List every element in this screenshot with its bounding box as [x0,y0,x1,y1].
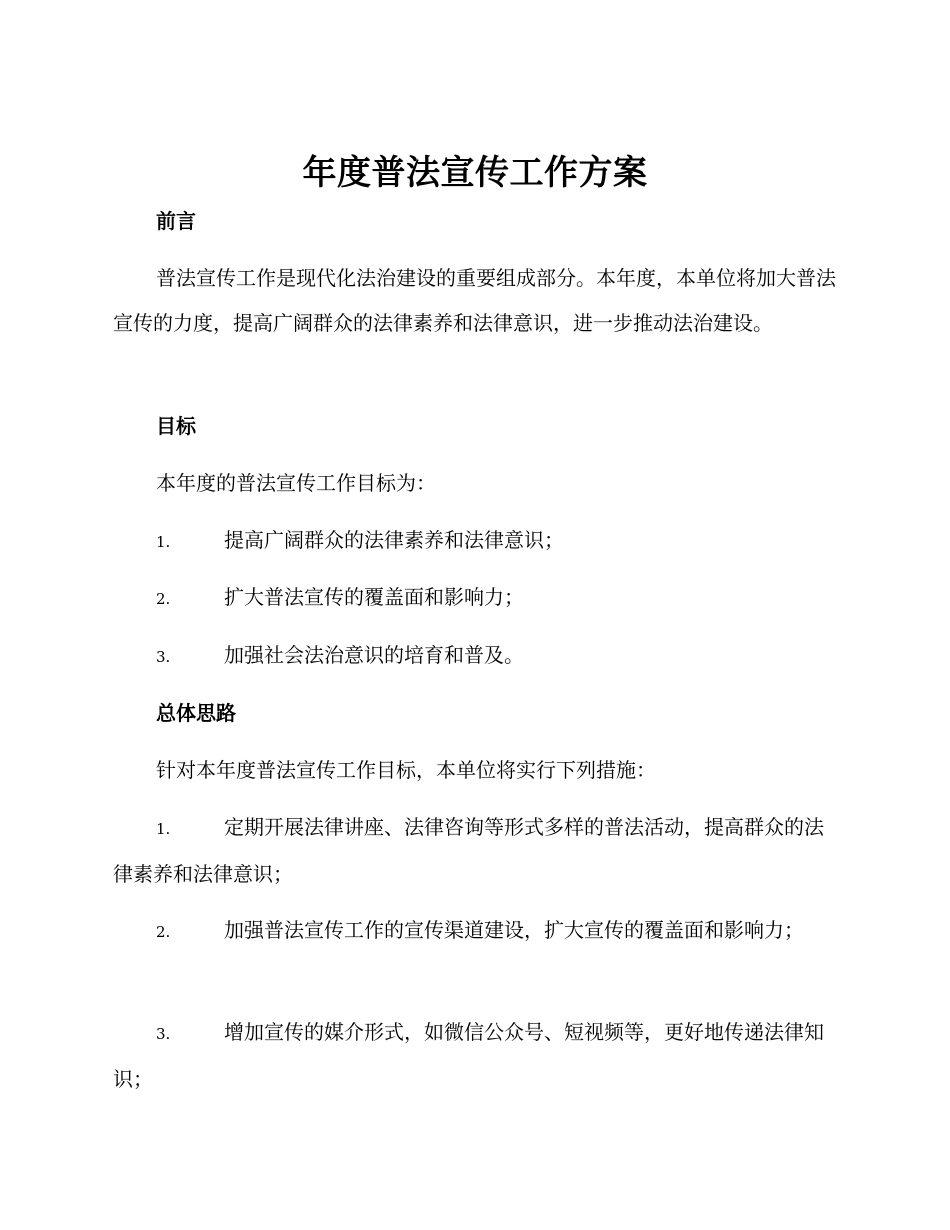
section-heading-goals: 目标 [156,414,196,438]
approach-intro: 针对本年度普法宣传工作目标，本单位将实行下列措施： [156,758,656,782]
section-heading-approach: 总体思路 [156,701,236,725]
goals-intro: 本年度的普法宣传工作目标为： [156,471,436,495]
list-number: 3. [156,648,171,666]
list-item-text: 提高广阔群众的法律素养和法律意识； [224,528,564,552]
goal-item [113,633,838,680]
section-heading-preface: 前言 [156,209,196,233]
goal-item [113,518,838,565]
list-item-text: 增加宣传的媒介形式，如微信公众号、短视频等，更好地传递法律知识； [113,1020,824,1091]
list-number: 3. [156,1025,171,1043]
list-number: 1. [156,820,171,838]
measure-item [113,805,838,897]
list-item-text: 加强普法宣传工作的宣传渠道建设，扩大宣传的覆盖面和影响力； [224,918,804,942]
list-item-text: 扩大普法宣传的覆盖面和影响力； [224,585,524,609]
list-item-text: 定期开展法律讲座、法律咨询等形式多样的普法活动，提高群众的法律素养和法律意识； [113,815,824,886]
document-title: 年度普法宣传工作方案 [302,153,648,193]
measure-item [113,908,838,955]
preface-paragraph: 普法宣传工作是现代化法治建设的重要组成部分。本年度，本单位将加大普法宣传的力度，提高广阔群众的法律素养和法律意识，进一步推动法治建设。 [113,266,836,335]
list-number: 2. [156,590,171,608]
list-item-text: 加强社会法治意识的培育和普及。 [224,643,524,667]
measure-item [113,1010,838,1102]
list-number: 2. [156,923,171,941]
goal-item [113,575,838,622]
list-number: 1. [156,533,171,551]
